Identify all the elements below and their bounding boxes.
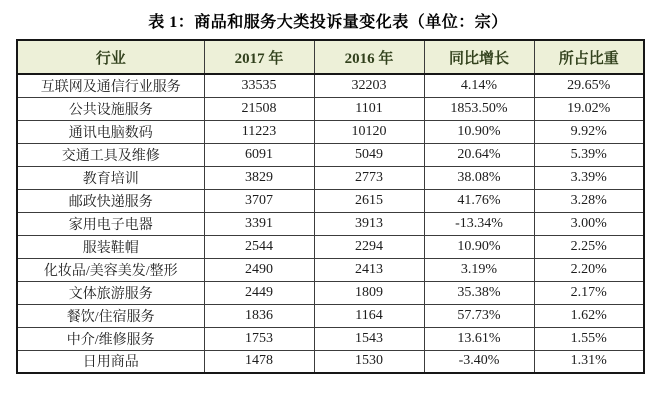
value-cell: 35.38% [424, 281, 534, 304]
value-cell: -13.34% [424, 212, 534, 235]
column-header-2017: 2017 年 [204, 40, 314, 74]
value-cell: 10120 [314, 120, 424, 143]
table-body [17, 74, 644, 373]
value-cell: 9.92% [534, 120, 644, 143]
table-title: 表 1：商品和服务大类投诉量变化表（单位：宗） [148, 14, 508, 31]
table-row [17, 304, 644, 327]
value-cell: 29.65% [534, 74, 644, 97]
column-header-industry: 行业 [17, 40, 204, 74]
value-cell: 1478 [204, 350, 314, 373]
column-header-2016: 2016 年 [314, 40, 424, 74]
value-cell: 5.39% [534, 143, 644, 166]
industry-cell: 交通工具及维修 [17, 143, 204, 166]
value-cell: 41.76% [424, 189, 534, 212]
value-cell: 2773 [314, 166, 424, 189]
value-cell: 1543 [314, 327, 424, 350]
value-cell: 19.02% [534, 97, 644, 120]
value-cell: 3.00% [534, 212, 644, 235]
industry-cell: 邮政快递服务 [17, 189, 204, 212]
value-cell: 3.19% [424, 258, 534, 281]
value-cell: 13.61% [424, 327, 534, 350]
value-cell: 2544 [204, 235, 314, 258]
column-header-proportion: 所占比重 [534, 40, 644, 74]
value-cell: 1.62% [534, 304, 644, 327]
table-row [17, 120, 644, 143]
table-row [17, 97, 644, 120]
industry-cell: 中介/维修服务 [17, 327, 204, 350]
value-cell: 1.55% [534, 327, 644, 350]
table-row [17, 350, 644, 373]
value-cell: 2.20% [534, 258, 644, 281]
value-cell: 4.14% [424, 74, 534, 97]
table-row [17, 74, 644, 97]
value-cell: 1530 [314, 350, 424, 373]
industry-cell: 家用电子电器 [17, 212, 204, 235]
value-cell: 2615 [314, 189, 424, 212]
industry-cell: 教育培训 [17, 166, 204, 189]
value-cell: 1101 [314, 97, 424, 120]
value-cell: 11223 [204, 120, 314, 143]
value-cell: 1836 [204, 304, 314, 327]
value-cell: 3391 [204, 212, 314, 235]
value-cell: 2.17% [534, 281, 644, 304]
column-header-yoy-growth: 同比增长 [424, 40, 534, 74]
value-cell: 1753 [204, 327, 314, 350]
value-cell: 3707 [204, 189, 314, 212]
value-cell: 2490 [204, 258, 314, 281]
value-cell: 3.39% [534, 166, 644, 189]
table-row [17, 281, 644, 304]
value-cell: 3.28% [534, 189, 644, 212]
value-cell: 10.90% [424, 235, 534, 258]
value-cell: 6091 [204, 143, 314, 166]
industry-cell: 服装鞋帽 [17, 235, 204, 258]
value-cell: 3829 [204, 166, 314, 189]
value-cell: 2294 [314, 235, 424, 258]
table-row [17, 166, 644, 189]
industry-cell: 互联网及通信行业服务 [17, 74, 204, 97]
table-row [17, 258, 644, 281]
value-cell: 10.90% [424, 120, 534, 143]
table-row [17, 327, 644, 350]
value-cell: 57.73% [424, 304, 534, 327]
table-header-row [17, 40, 644, 74]
value-cell: 32203 [314, 74, 424, 97]
industry-cell: 文体旅游服务 [17, 281, 204, 304]
industry-cell: 通讯电脑数码 [17, 120, 204, 143]
value-cell: 1.31% [534, 350, 644, 373]
table-row [17, 212, 644, 235]
industry-cell: 餐饮/住宿服务 [17, 304, 204, 327]
value-cell: 1853.50% [424, 97, 534, 120]
value-cell: 20.64% [424, 143, 534, 166]
value-cell: 2.25% [534, 235, 644, 258]
table-row [17, 235, 644, 258]
value-cell: 1809 [314, 281, 424, 304]
industry-cell: 化妆品/美容美发/整形 [17, 258, 204, 281]
industry-cell: 公共设施服务 [17, 97, 204, 120]
value-cell: 33535 [204, 74, 314, 97]
value-cell: 21508 [204, 97, 314, 120]
industry-cell: 日用商品 [17, 350, 204, 373]
value-cell: 2449 [204, 281, 314, 304]
value-cell: 1164 [314, 304, 424, 327]
table-row [17, 143, 644, 166]
value-cell: 38.08% [424, 166, 534, 189]
value-cell: 2413 [314, 258, 424, 281]
value-cell: 3913 [314, 212, 424, 235]
complaints-table [16, 39, 645, 374]
value-cell: -3.40% [424, 350, 534, 373]
table-row [17, 189, 644, 212]
value-cell: 5049 [314, 143, 424, 166]
